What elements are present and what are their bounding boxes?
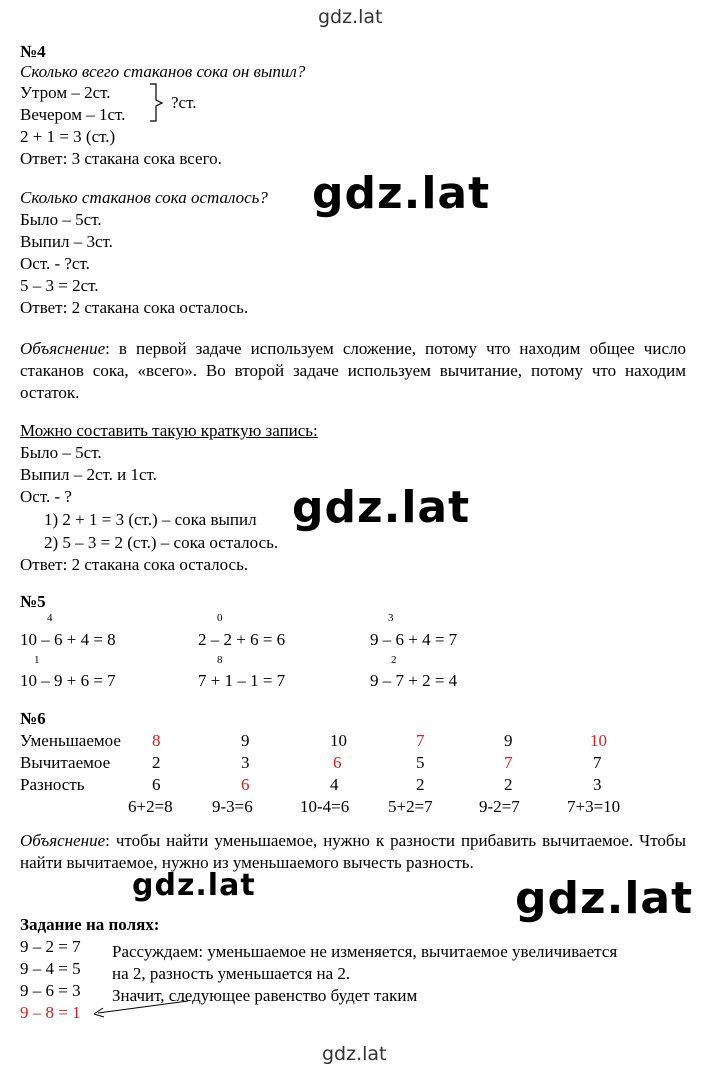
subtrahend-cell: 7 [504, 753, 513, 772]
minuend-cell: 8 [152, 731, 161, 750]
eq-mark: 8 [217, 654, 223, 666]
eq-mark: 1 [34, 654, 40, 666]
short-answer: Ответ: 2 стакана сока осталось. [20, 555, 249, 574]
short-step1: 1) 2 + 1 = 3 (ст.) – сока выпил [44, 510, 257, 529]
equation: 9 – 7 + 2 = 4 [370, 671, 458, 690]
task4-evening: Вечером – 1ст. [20, 105, 126, 124]
equation: 10 – 6 + 4 = 8 [20, 630, 116, 649]
check-equation: 9-2=7 [479, 797, 520, 816]
margin-equation-answer: 9 – 8 = 1 [20, 1003, 81, 1022]
minuend-cell: 7 [416, 731, 425, 750]
eq-mark: 4 [47, 612, 53, 624]
watermark: gdz.lat [515, 873, 694, 924]
task4-brace-question: ?ст. [171, 93, 197, 112]
equation: 2 – 2 + 6 = 6 [198, 630, 286, 649]
explanation-label: Объяснение [20, 339, 106, 358]
row-label-difference: Разность [20, 775, 85, 794]
page-header: gdz.lat [318, 6, 383, 28]
task4-was: Было – 5ст. [20, 210, 102, 229]
minuend-cell: 9 [241, 731, 250, 750]
task4-title: №4 [20, 42, 46, 61]
margin-equation: 9 – 4 = 5 [20, 959, 81, 978]
difference-cell: 6 [152, 775, 161, 794]
task4-question2: Сколько стаканов сока осталось? [20, 188, 268, 207]
task6-title: №6 [20, 709, 46, 728]
task4-question1: Сколько всего стаканов сока он выпил? [20, 62, 306, 81]
arrow-left-icon [92, 998, 192, 1018]
watermark: gdz.lat [312, 168, 491, 219]
margin-reasoning-line1: Рассуждаем: уменьшаемое не изменяется, вычитаемое увеличивается [112, 942, 618, 961]
short-was: Было – 5ст. [20, 443, 102, 462]
task4-drank: Выпил – 3ст. [20, 232, 113, 251]
margin-equation: 9 – 2 = 7 [20, 937, 81, 956]
eq-mark: 3 [388, 612, 394, 624]
minuend-cell: 9 [504, 731, 513, 750]
eq-mark: 0 [217, 612, 223, 624]
subtrahend-cell: 2 [152, 753, 161, 772]
short-left: Ост. - ? [20, 487, 72, 506]
explanation-text: : чтобы найти уменьшаемое, нужно к разности прибавить вычитаемое. Чтобы найти вычитаемое, нужно из уменьшаемого вычесть разность. [20, 831, 686, 872]
check-equation: 6+2=8 [128, 797, 173, 816]
margin-equation: 9 – 6 = 3 [20, 981, 81, 1000]
task4-answer1: Ответ: 3 стакана сока всего. [20, 149, 222, 168]
page-footer: gdz.lat [322, 1043, 387, 1065]
minuend-cell: 10 [590, 731, 607, 750]
task4-calc2: 5 – 3 = 2ст. [20, 276, 99, 295]
explanation-text: : в первой задаче используем сложение, потому что находим общее число стаканов сока, «всего». Во второй задаче используем вычитание, потому что находим остаток. [20, 339, 686, 402]
task4-explanation [20, 338, 686, 404]
margin-reasoning-line2: на 2, разность уменьшается на 2. [112, 964, 351, 983]
row-label-subtrahend: Вычитаемое [20, 753, 111, 772]
check-equation: 7+3=10 [567, 797, 621, 816]
minuend-cell: 10 [330, 731, 347, 750]
equation: 7 + 1 – 1 = 7 [198, 671, 286, 690]
explanation-label: Объяснение [20, 831, 106, 850]
row-label-minuend: Уменьшаемое [20, 731, 121, 750]
task4-calc1: 2 + 1 = 3 (ст.) [20, 127, 116, 146]
short-record-title: Можно составить такую краткую запись: [20, 421, 318, 440]
margin-task-title: Задание на полях: [20, 915, 160, 934]
task4-answer2: Ответ: 2 стакана сока осталось. [20, 298, 249, 317]
short-drank: Выпил – 2ст. и 1ст. [20, 465, 157, 484]
difference-cell: 4 [330, 775, 339, 794]
difference-cell: 3 [593, 775, 602, 794]
check-equation: 9-3=6 [212, 797, 253, 816]
check-equation: 10-4=6 [300, 797, 350, 816]
brace-icon [148, 82, 170, 124]
short-step2: 2) 5 – 3 = 2 (ст.) – сока осталось. [44, 533, 279, 552]
equation: 9 – 6 + 4 = 7 [370, 630, 458, 649]
difference-cell: 2 [504, 775, 513, 794]
task6-explanation [20, 830, 686, 874]
watermark: gdz.lat [292, 482, 471, 533]
difference-cell: 2 [416, 775, 425, 794]
equation: 10 – 9 + 6 = 7 [20, 671, 116, 690]
task4-morning: Утром – 2ст. [20, 83, 111, 102]
subtrahend-cell: 7 [593, 753, 602, 772]
subtrahend-cell: 6 [333, 753, 342, 772]
subtrahend-cell: 5 [416, 753, 425, 772]
subtrahend-cell: 3 [241, 753, 250, 772]
eq-mark: 2 [391, 654, 397, 666]
difference-cell: 6 [241, 775, 250, 794]
check-equation: 5+2=7 [388, 797, 433, 816]
watermark: gdz.lat [132, 868, 256, 903]
task5-title: №5 [20, 592, 46, 611]
task4-left: Ост. - ?ст. [20, 254, 90, 273]
margin-reasoning-line3: Значит, следующее равенство будет таким [112, 986, 418, 1005]
